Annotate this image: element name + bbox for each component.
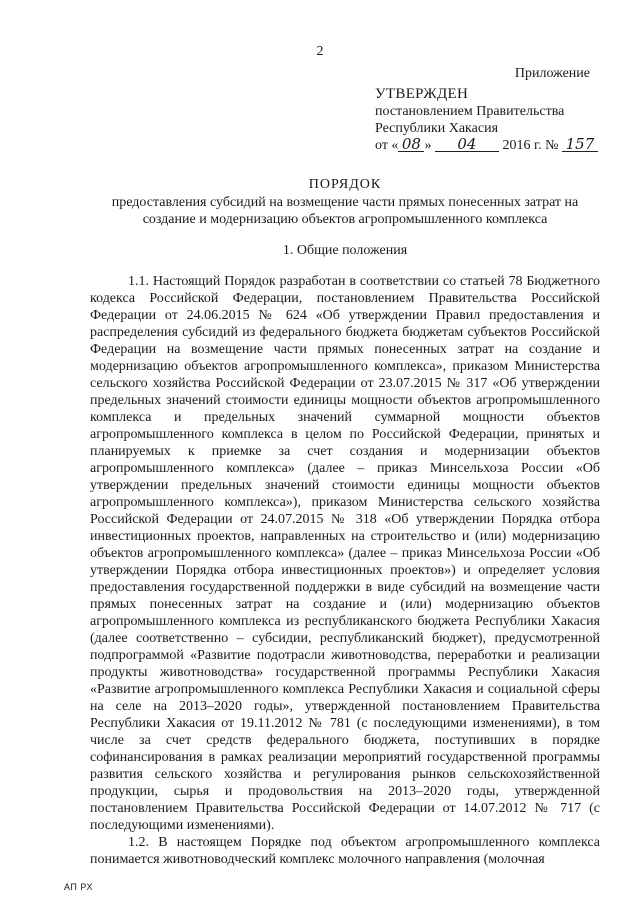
approval-block [375, 86, 598, 154]
document-subtitle: предоставления субсидий на возмещение части прямых понесенных затрат на создание и модернизацию объектов агропромышленного комплекса [111, 195, 579, 227]
section-heading: 1. Общие положения [282, 243, 408, 258]
handwritten-day: 08 [398, 137, 424, 152]
approval-date-line [375, 137, 598, 154]
footer-mark: АП РХ [64, 882, 93, 892]
title-block [90, 176, 600, 228]
paragraph-1-2: 1.2. В настоящем Порядке под объектом агропромышленного комплекса понимается животноводческий комплекс молочного направления (молочная [90, 835, 600, 867]
appendix-label: Приложение [514, 66, 590, 81]
page-number: 2 [316, 44, 324, 59]
date-quote-close: » [424, 138, 432, 153]
approval-line-1: постановлением Правительства [375, 104, 565, 119]
handwritten-month: 04 [435, 137, 499, 152]
paragraph-1-1: 1.1. Настоящий Порядок разработан в соответствии со статьей 78 Бюджетного кодекса Российской Федерации, постановлением Правительства Российской Федерации от 24.06.2015 № 624 «Об утверждении Правил предоставления и распределения субсидий из федерального бюджета бюджетам субъектов Российской Федерации на возмещение части прямых понесенных затрат на создание и модернизацию объектов агропромышленного комплекса», приказом Министерства сельского хозяйства Российской Федерации от 23.07.2015 № 317 «Об утверждении предельных значений стоимости единицы мощности объектов агропромышленного комплекса и предельных значений суммарной мощности объектов агропромышленного комплекса в целом по Российской Федерации, принятых и планируемых к приемке за счет создания и модернизации объектов агропромышленного комплекса» (далее – приказ Минсельхоза России «Об утверждении предельных значений стоимости единицы мощности объектов агропромышленного комплекса»), приказом Министерства сельского хозяйства Российской Федерации от 24.07.2015 № 318 «Об утверждении Порядка отбора инвестиционных проектов, направленных на строительство и (или) модернизацию объектов агропромышленного комплекса» (далее – приказ Минсельхоза России «Об утверждении Порядка отбора инвестиционных проектов») и определяет условия предоставления государственной поддержки в виде субсидий на возмещение части прямых понесенных затрат на создание и (или) модернизацию объектов агропромышленного комплекса из республиканского бюджета Республики Хакасия (далее соответственно – субсидии, республиканский бюджет), предусмотренной подпрограммой «Развитие подотрасли животноводства, переработки и реализации продукты животноводства» государственной программы Республики Хакасия «Развитие агропромышленного комплекса Республики Хакасия и социальной сферы на селе на 2013–2020 годы», утвержденной постановлением Правительства Республики Хакасия от 19.11.2012 № 781 (с последующими изменениями), в том числе за счет средств федерального бюджета, поступивших в порядке софинансирования в рамках реализации мероприятий государственной программы развития сельского хозяйства и регулирования рынков сельскохозяйственной продукции, сырья и продовольствия на 2013–2020 годы, утвержденной постановлением Правительства Российской Федерации от 14.07.2012 № 717 (с последующими изменениями). [90, 274, 600, 833]
document-title: ПОРЯДОК [308, 177, 382, 192]
handwritten-number: 157 [562, 137, 598, 152]
date-prefix: от « [375, 138, 399, 153]
date-year: 2016 г. № [502, 138, 559, 153]
body-text [90, 273, 600, 868]
approval-heading: УТВЕРЖДЕН [375, 86, 469, 102]
approval-line-2: Республики Хакасия [375, 121, 499, 136]
